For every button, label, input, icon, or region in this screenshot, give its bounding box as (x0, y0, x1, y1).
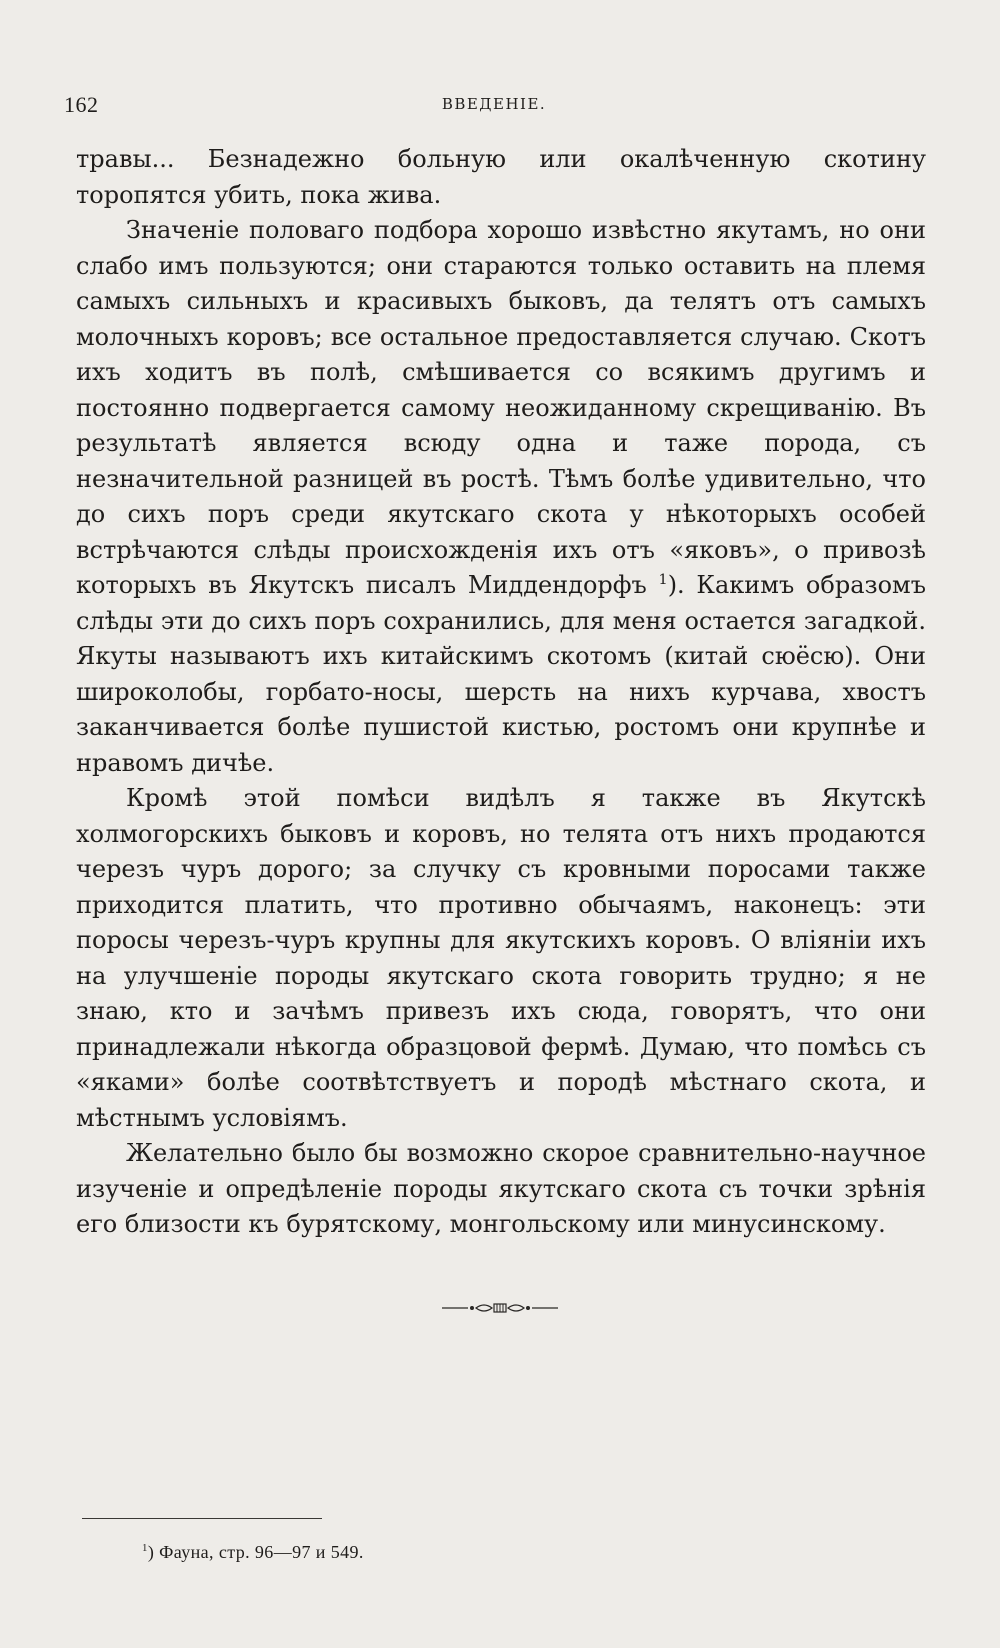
footnote-divider (82, 1518, 322, 1519)
paragraph-1: травы... Безнадежно больную или окалѣченную скотину торопятся убить, пока жива. (76, 145, 926, 209)
paragraph-4: Желательно было бы возможно скорое сравнительно-научное изученіе и опредѣленіе породы якутскаго скота съ точки зрѣнія его близости къ бурятскому, монгольскому или минусинскому. (76, 1139, 926, 1238)
footnote-marker: 1 (142, 1542, 148, 1554)
footnote (142, 1542, 364, 1563)
footnote-reference: 1 (658, 572, 668, 588)
paragraph-2-text: Значеніе половаго подбора хорошо извѣстно якутамъ, но они слабо имъ пользуются; они стараются только оставить на племя самыхъ сильныхъ и красивыхъ быковъ, да телятъ отъ самыхъ молочныхъ коровъ; все остальное предоставляется случаю. Скотъ ихъ ходитъ въ полѣ, смѣшивается со всякимъ другимъ и постоянно подвергается самому неожиданному скрещиванію. Въ результатѣ является всюду одна и таже порода, съ незначительной разницей въ ростѣ. Тѣмъ болѣе удивительно, что до сихъ поръ среди якутскаго скота у нѣкоторыхъ особей встрѣчаются слѣды происхожденія ихъ отъ «яковъ», о привозѣ которыхъ въ Якутскъ писалъ Миддендорфъ (76, 216, 926, 599)
body-text (76, 142, 926, 1243)
paragraph-2 (76, 213, 926, 781)
paragraph-2-continuation: ). Какимъ образомъ слѣды эти до сихъ поръ сохранились, для меня остается загадкой. Якуты называютъ ихъ китайскимъ скотомъ (китай сюёсю). Они широколобы, горбато-носы, шерсть на нихъ курчава, хвостъ заканчивается болѣе пушистой кистью, ростомъ они крупнѣе и нравомъ дичѣе. (76, 571, 926, 777)
ornament-icon (440, 1301, 560, 1315)
footnote-text: ) Фауна, стр. 96—97 и 549. (147, 1542, 364, 1562)
paragraph-3: Кромѣ этой помѣси видѣлъ я также въ Якутскѣ холмогорскихъ быковъ и коровъ, но телята отъ нихъ продаются черезъ чуръ дорого; за случку съ кровными поросами также приходится платить, что противно обычаямъ, наконецъ: эти поросы черезъ-чуръ крупны для якутскихъ коровъ. О вліяніи ихъ на улучшеніе породы якутскаго скота говорить трудно; я не знаю, кто и зачѣмъ привезъ ихъ сюда, говорятъ, что они принадлежали нѣкогда образцовой фермѣ. Думаю, что помѣсь съ «яками» болѣе соотвѣтствуетъ и породѣ мѣстнаго скота, и мѣстнымъ условіямъ. (76, 784, 926, 1132)
page-header (64, 92, 924, 122)
section-ornament (0, 1300, 1000, 1320)
running-head: ВВЕДЕНІЕ. (441, 95, 547, 113)
page-number: 162 (64, 92, 99, 117)
